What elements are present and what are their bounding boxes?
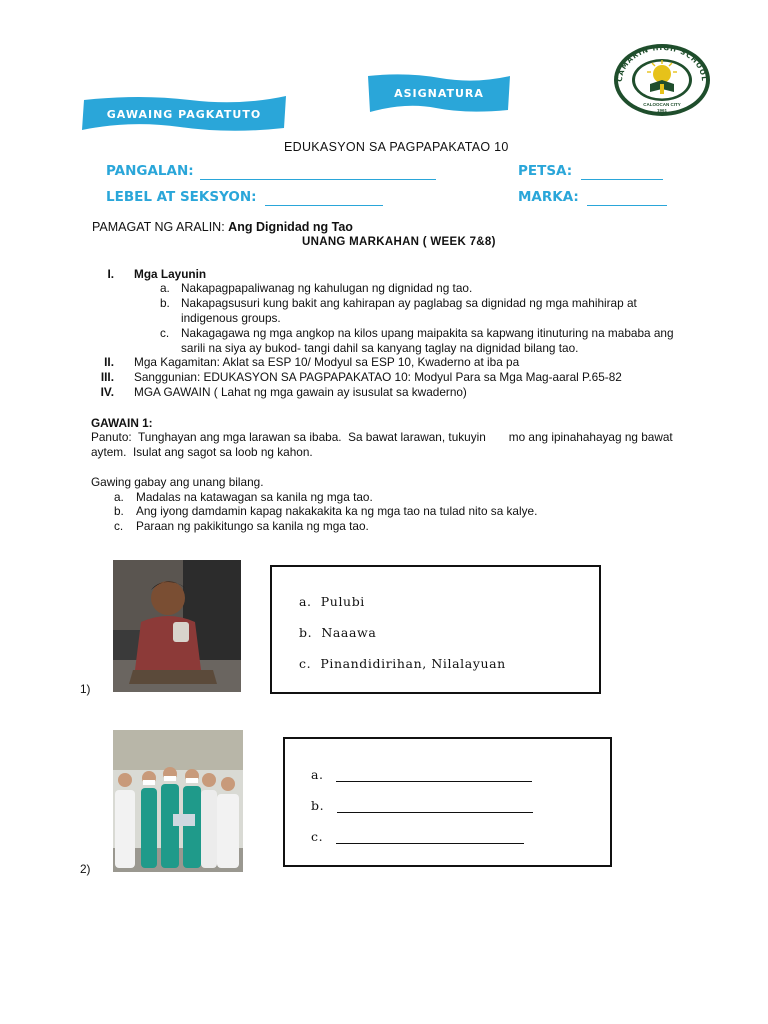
level-line[interactable] bbox=[265, 205, 383, 206]
item-1-b-letter: b. bbox=[299, 625, 313, 640]
item-1-answer-c bbox=[299, 656, 506, 671]
date-field[interactable] bbox=[518, 162, 663, 180]
guide-b: Ang iyong damdamin kapag nakakakita ka ng mga tao na tulad nito sa kalye. bbox=[136, 504, 538, 518]
objective-a: Nakapagpapaliwanag ng kahulugan ng dignidad ng tao. bbox=[181, 281, 473, 295]
level-field[interactable] bbox=[106, 188, 383, 206]
guide-text: Gawing gabay ang unang bilang. bbox=[91, 475, 264, 489]
item-1-b-text: Naaawa bbox=[321, 625, 377, 640]
item-2-blank-b[interactable] bbox=[311, 798, 533, 813]
item-2-b-line[interactable] bbox=[337, 800, 533, 813]
svg-text:CAMARIN HIGH SCHOOL: CAMARIN HIGH SCHOOL bbox=[615, 43, 709, 83]
item-2-a-letter: a. bbox=[311, 767, 324, 782]
item-1-a-text: Pulubi bbox=[320, 594, 365, 609]
item-1-answer-b bbox=[299, 625, 376, 640]
grade-line[interactable] bbox=[587, 205, 667, 206]
logo-year: 1961 bbox=[656, 108, 667, 113]
objective-c-line1: Nakagagawa ng mga angkop na kilos upang maipakita sa kapwang itinuturing na mababa ang bbox=[181, 326, 674, 340]
item-2-c-line[interactable] bbox=[336, 831, 524, 844]
item-2-number: 2) bbox=[80, 862, 91, 876]
date-label: PETSA: bbox=[518, 163, 573, 179]
lesson-title-prefix: PAMAGAT NG ARALIN: bbox=[92, 220, 225, 234]
name-field[interactable] bbox=[106, 162, 436, 180]
roman-i: I. bbox=[107, 267, 114, 281]
instruction-line1: Panuto: Tunghayan ang mga larawan sa ibaba. Sa bawat larawan, tukuyin mo ang ipinahahayag ng bawat bbox=[91, 430, 673, 444]
objective-b-line1: Nakapagsusuri kung bakit ang kahirapan ay paglabag sa dignidad ng mga mahihirap at bbox=[181, 296, 637, 310]
guide-a: Madalas na katawagan sa kanila ng mga tao. bbox=[136, 490, 373, 504]
grade-label: MARKA: bbox=[518, 189, 579, 205]
objective-b-letter: b. bbox=[160, 296, 170, 310]
item-1-c-letter: c. bbox=[299, 656, 312, 671]
guide-c: Paraan ng pakikitungo sa kanila ng mga tao. bbox=[136, 519, 369, 533]
activities-text: MGA GAWAIN ( Lahat ng mga gawain ay isusulat sa kwaderno) bbox=[134, 385, 467, 399]
item-2-photo bbox=[113, 730, 243, 872]
objective-c-letter: c. bbox=[160, 326, 170, 340]
guide-a-letter: a. bbox=[114, 490, 124, 504]
item-1-photo bbox=[113, 560, 241, 692]
quarter-label: UNANG MARKAHAN ( WEEK 7&8) bbox=[302, 236, 496, 248]
guide-b-letter: b. bbox=[114, 504, 124, 518]
logo-ring-text bbox=[612, 42, 712, 118]
guide-c-letter: c. bbox=[114, 519, 124, 533]
roman-ii: II. bbox=[104, 355, 114, 369]
item-2-a-line[interactable] bbox=[336, 769, 532, 782]
item-1-number: 1) bbox=[80, 682, 91, 696]
date-line[interactable] bbox=[581, 179, 663, 180]
item-1-c-text: Pinandidirihan, Nilalayuan bbox=[320, 656, 506, 671]
roman-iv: IV. bbox=[100, 385, 114, 399]
item-2-blank-a[interactable] bbox=[311, 767, 532, 782]
name-label: PANGALAN: bbox=[106, 163, 194, 179]
grade-field[interactable] bbox=[518, 188, 667, 206]
name-line[interactable] bbox=[200, 179, 436, 180]
item-2-c-letter: c. bbox=[311, 829, 324, 844]
objective-b-line2: indigenous groups. bbox=[181, 311, 281, 325]
banner-left-text: GAWAING PAGKATUTO bbox=[106, 107, 262, 121]
subject-title: EDUKASYON SA PAGPAPAKATAO 10 bbox=[284, 140, 509, 154]
item-2-b-letter: b. bbox=[311, 798, 325, 813]
item-2-blank-c[interactable] bbox=[311, 829, 524, 844]
asignatura-banner bbox=[366, 72, 512, 114]
objective-a-letter: a. bbox=[160, 281, 170, 295]
item-1-a-letter: a. bbox=[299, 594, 312, 609]
banner-right-text: ASIGNATURA bbox=[394, 86, 484, 100]
materials-text: Mga Kagamitan: Aklat sa ESP 10/ Modyul sa ESP 10, Kwaderno at iba pa bbox=[134, 355, 520, 369]
logo-city: CALOOCAN CITY bbox=[643, 102, 681, 107]
level-label: LEBEL AT SEKSYON: bbox=[106, 189, 257, 205]
lesson-title-line bbox=[92, 220, 353, 234]
instruction-line2: aytem. Isulat ang sagot sa loob ng kahon. bbox=[91, 445, 313, 459]
reference-text: Sanggunian: EDUKASYON SA PAGPAPAKATAO 10: Modyul Para sa Mga Mag-aaral P.65-82 bbox=[134, 370, 622, 384]
objectives-heading: Mga Layunin bbox=[134, 267, 207, 281]
item-1-answer-a bbox=[299, 594, 365, 609]
objective-c-line2: sarili na siya ay bukod- tangi dahil sa kanyang taglay na dignidad bilang tao. bbox=[181, 341, 579, 355]
lesson-title: Ang Dignidad ng Tao bbox=[228, 220, 353, 234]
roman-iii: III. bbox=[100, 370, 114, 384]
gawaing-pagkatuto-banner bbox=[80, 94, 288, 134]
activity-title: GAWAIN 1: bbox=[91, 416, 153, 430]
